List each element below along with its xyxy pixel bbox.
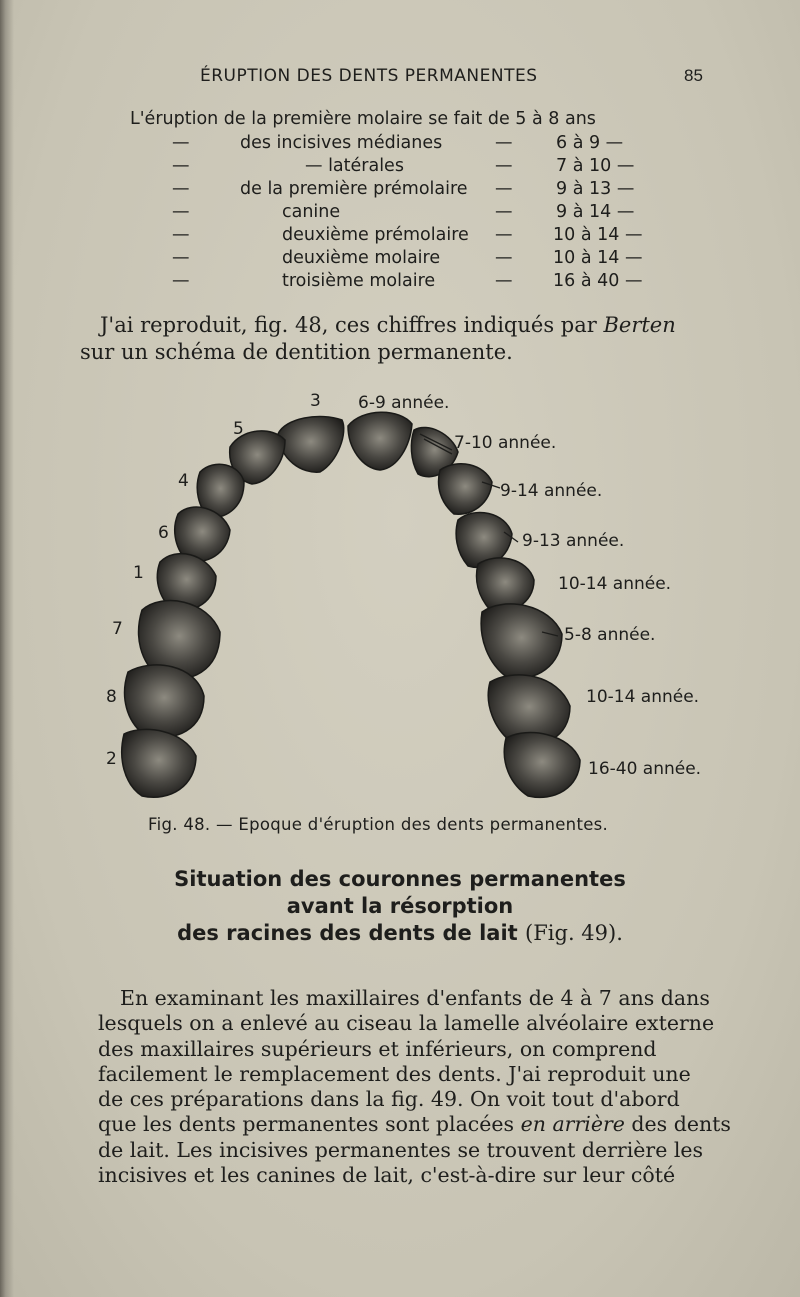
table-cell: — — [495, 271, 513, 291]
table-cell: — — [172, 133, 190, 153]
tooth-number: 1 — [133, 563, 144, 583]
body-line: incisives et les canines de lait, c'est-à-dire sur leur côté — [98, 1163, 676, 1188]
table-cell: — — [495, 179, 513, 199]
table-cell: deuxième prémolaire — [282, 225, 469, 245]
table-cell: — — [495, 202, 513, 222]
tooth-number: 2 — [106, 749, 117, 769]
author-name: Berten — [603, 313, 676, 337]
running-title: ÉRUPTION DES DENTS PERMANENTES — [200, 66, 538, 86]
table-cell: deuxième molaire — [282, 248, 441, 268]
year-label: 9-13 année. — [522, 531, 625, 551]
body-line — [98, 1112, 731, 1137]
table-cell: de la première prémolaire — [240, 179, 468, 199]
intro-paragraph-line-2: sur un schéma de dentition permanente. — [80, 340, 513, 364]
body-line: de lait. Les incisives permanentes se trouvent derrière les — [98, 1137, 704, 1162]
figure-caption: Fig. 48. — Epoque d'éruption des dents permanentes. — [148, 815, 609, 834]
table-cell: des incisives médianes — [240, 133, 443, 153]
section-heading-line-1: Situation des couronnes permanentes — [174, 867, 626, 891]
table-cell: — — [495, 225, 513, 245]
heading-bold-text: des racines des dents de lait — [177, 921, 526, 945]
table-cell: 7 à 10 — — [556, 156, 635, 176]
table-cell: — — [172, 271, 190, 291]
table-row — [0, 271, 800, 295]
table-cell: troisième molaire — [282, 271, 436, 291]
tooth-number: 6 — [158, 523, 169, 543]
dentition-figure — [80, 382, 730, 812]
page-number: 85 — [684, 66, 703, 85]
table-cell: 10 à 14 — — [553, 248, 643, 268]
table-cell: — — [172, 202, 190, 222]
table-cell: 6 à 9 — — [556, 133, 624, 153]
body-text: que les dents permanentes sont placées — [98, 1112, 521, 1137]
dental-arch-diagram — [80, 382, 730, 812]
body-emphasis: en arrière — [520, 1112, 625, 1137]
table-row — [0, 109, 800, 133]
body-line: des maxillaires supérieurs et inférieurs, on comprend — [98, 1036, 657, 1061]
section-heading-line-2: avant la résorption — [286, 894, 514, 918]
body-line: de ces préparations dans la fig. 49. On voit tout d'abord — [98, 1087, 680, 1112]
heading-fig-ref: (Fig. 49). — [525, 921, 623, 945]
year-label: 7-10 année. — [454, 433, 557, 453]
table-cell: L'éruption de la première molaire se fait de 5 à 8 ans — [130, 109, 596, 129]
intro-paragraph-line-1 — [100, 313, 676, 338]
table-cell: — — [495, 248, 513, 268]
intro-text: J'ai reproduit, fig. 48, ces chiffres indiqués par — [100, 313, 604, 337]
table-cell: 9 à 14 — — [556, 202, 635, 222]
table-cell: — — [495, 133, 513, 153]
table-row — [0, 133, 800, 157]
year-label: 5-8 année. — [564, 625, 656, 645]
body-line: lesquels on a enlevé au ciseau la lamelle alvéolaire externe — [98, 1011, 715, 1036]
year-label: 10-14 année. — [558, 574, 672, 594]
table-cell: 16 à 40 — — [553, 271, 643, 291]
body-text: des dents — [624, 1112, 731, 1137]
tooth-number: 8 — [106, 687, 117, 707]
table-row — [0, 179, 800, 203]
year-label: 9-14 année. — [500, 481, 603, 501]
running-head — [0, 66, 800, 94]
table-row — [0, 156, 800, 180]
table-cell: — latérales — [305, 156, 404, 176]
tooth-number: 5 — [233, 419, 244, 439]
table-cell: — — [172, 225, 190, 245]
year-label: 6-9 année. — [358, 393, 450, 413]
table-cell: — — [172, 179, 190, 199]
table-cell: 10 à 14 — — [553, 225, 643, 245]
body-paragraph — [98, 986, 731, 1188]
table-cell: canine — [282, 202, 341, 222]
table-row — [0, 248, 800, 272]
table-row — [0, 225, 800, 249]
table-cell: — — [495, 156, 513, 176]
body-line: facilement le remplacement des dents. J'ai reproduit une — [98, 1061, 691, 1086]
tooth-number: 3 — [310, 391, 321, 411]
year-label: 16-40 année. — [588, 759, 702, 779]
section-heading-line-3 — [0, 920, 800, 947]
table-cell: — — [172, 248, 190, 268]
tooth-icon — [122, 412, 580, 797]
body-line: En examinant les maxillaires d'enfants de 4 à 7 ans dans — [120, 986, 710, 1010]
tooth-number: 4 — [178, 471, 189, 491]
year-label: 10-14 année. — [586, 687, 700, 707]
table-cell: — — [172, 156, 190, 176]
table-row — [0, 202, 800, 226]
tooth-number: 7 — [112, 619, 123, 639]
table-cell: 9 à 13 — — [556, 179, 635, 199]
